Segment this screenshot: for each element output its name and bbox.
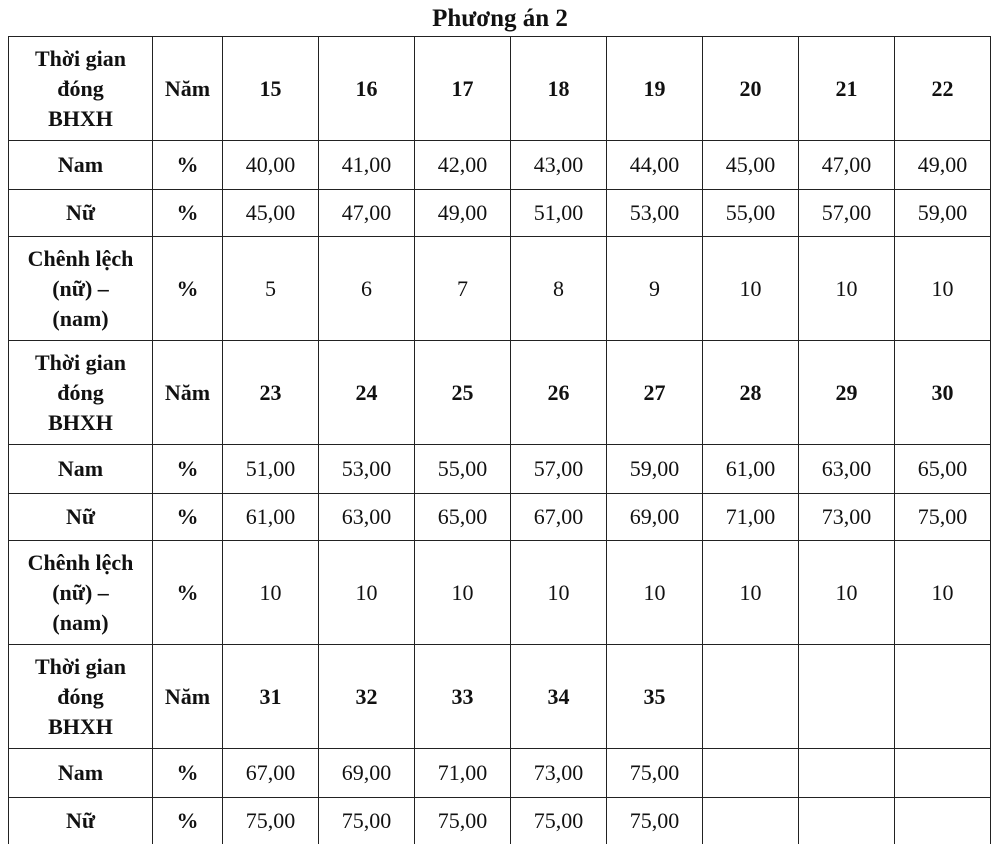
year-cell: 17 bbox=[415, 37, 511, 141]
difference-cell: 10 bbox=[703, 541, 799, 645]
difference-cell: 5 bbox=[223, 237, 319, 341]
year-header-row bbox=[9, 341, 991, 445]
year-cell: 34 bbox=[511, 645, 607, 749]
difference-label-line: (nữ) – bbox=[52, 579, 109, 605]
year-cell: 24 bbox=[319, 341, 415, 445]
male-rate-cell bbox=[895, 749, 991, 798]
payment-period-label bbox=[9, 645, 153, 749]
male-rate-cell: 71,00 bbox=[415, 749, 511, 798]
difference-label-line: Chênh lệch bbox=[27, 549, 134, 575]
difference-cell: 10 bbox=[607, 541, 703, 645]
percent-unit: % bbox=[153, 445, 223, 494]
year-cell: 26 bbox=[511, 341, 607, 445]
difference-label-line: (nam) bbox=[52, 609, 109, 635]
year-cell bbox=[895, 645, 991, 749]
male-rate-cell: 44,00 bbox=[607, 141, 703, 190]
male-rate-cell: 63,00 bbox=[799, 445, 895, 494]
percent-unit: % bbox=[153, 749, 223, 798]
percent-unit: % bbox=[153, 494, 223, 541]
year-cell: 21 bbox=[799, 37, 895, 141]
male-label: Nam bbox=[9, 749, 153, 798]
male-rate-cell: 67,00 bbox=[223, 749, 319, 798]
year-cell: 31 bbox=[223, 645, 319, 749]
payment-period-label-line: Thời gian bbox=[34, 653, 127, 679]
year-header-row bbox=[9, 37, 991, 141]
male-rate-cell: 40,00 bbox=[223, 141, 319, 190]
year-cell: 33 bbox=[415, 645, 511, 749]
year-cell: 20 bbox=[703, 37, 799, 141]
year-cell: 25 bbox=[415, 341, 511, 445]
difference-cell: 8 bbox=[511, 237, 607, 341]
year-cell: 30 bbox=[895, 341, 991, 445]
year-unit-label: Năm bbox=[153, 37, 223, 141]
difference-label bbox=[9, 541, 153, 645]
female-rate-cell: 75,00 bbox=[415, 798, 511, 844]
male-label: Nam bbox=[9, 445, 153, 494]
female-rate-cell: 51,00 bbox=[511, 190, 607, 237]
percent-unit: % bbox=[153, 798, 223, 844]
difference-cell: 10 bbox=[895, 541, 991, 645]
male-rate-cell: 41,00 bbox=[319, 141, 415, 190]
year-cell bbox=[703, 645, 799, 749]
male-row bbox=[9, 749, 991, 798]
difference-label-line: (nam) bbox=[52, 305, 109, 331]
year-cell: 35 bbox=[607, 645, 703, 749]
female-rate-cell: 75,00 bbox=[223, 798, 319, 844]
female-rate-cell: 63,00 bbox=[319, 494, 415, 541]
payment-period-label-line: BHXH bbox=[48, 713, 113, 739]
payment-period-label bbox=[9, 37, 153, 141]
female-rate-cell bbox=[895, 798, 991, 844]
male-rate-cell bbox=[799, 749, 895, 798]
female-rate-cell bbox=[799, 798, 895, 844]
difference-cell: 10 bbox=[223, 541, 319, 645]
male-rate-cell: 49,00 bbox=[895, 141, 991, 190]
difference-cell: 10 bbox=[799, 237, 895, 341]
female-rate-cell: 75,00 bbox=[319, 798, 415, 844]
year-cell: 32 bbox=[319, 645, 415, 749]
payment-period-label-line: đóng bbox=[57, 683, 104, 709]
female-rate-cell: 53,00 bbox=[607, 190, 703, 237]
year-cell: 28 bbox=[703, 341, 799, 445]
payment-period-label-line: đóng bbox=[57, 75, 104, 101]
female-label: Nữ bbox=[9, 494, 153, 541]
year-header-row bbox=[9, 645, 991, 749]
payment-period-label-line: Thời gian bbox=[34, 45, 127, 71]
male-rate-cell: 51,00 bbox=[223, 445, 319, 494]
payment-period-label-line: BHXH bbox=[48, 409, 113, 435]
difference-cell: 10 bbox=[703, 237, 799, 341]
female-rate-cell: 49,00 bbox=[415, 190, 511, 237]
contribution-rate-table bbox=[8, 36, 991, 844]
female-rate-cell: 47,00 bbox=[319, 190, 415, 237]
year-unit-label: Năm bbox=[153, 645, 223, 749]
male-rate-cell: 61,00 bbox=[703, 445, 799, 494]
difference-cell: 10 bbox=[415, 541, 511, 645]
female-rate-cell: 75,00 bbox=[607, 798, 703, 844]
payment-period-label-line: Thời gian bbox=[34, 349, 127, 375]
year-unit-label: Năm bbox=[153, 341, 223, 445]
payment-period-label bbox=[9, 341, 153, 445]
difference-cell: 9 bbox=[607, 237, 703, 341]
female-rate-cell: 71,00 bbox=[703, 494, 799, 541]
female-rate-cell: 73,00 bbox=[799, 494, 895, 541]
year-cell: 23 bbox=[223, 341, 319, 445]
male-rate-cell: 53,00 bbox=[319, 445, 415, 494]
male-rate-cell: 65,00 bbox=[895, 445, 991, 494]
percent-unit: % bbox=[153, 190, 223, 237]
male-label: Nam bbox=[9, 141, 153, 190]
difference-label-line: (nữ) – bbox=[52, 275, 109, 301]
male-rate-cell: 69,00 bbox=[319, 749, 415, 798]
year-cell: 18 bbox=[511, 37, 607, 141]
difference-cell: 10 bbox=[895, 237, 991, 341]
year-cell: 15 bbox=[223, 37, 319, 141]
payment-period-label-line: BHXH bbox=[48, 105, 113, 131]
difference-cell: 7 bbox=[415, 237, 511, 341]
female-row bbox=[9, 494, 991, 541]
male-rate-cell: 57,00 bbox=[511, 445, 607, 494]
male-row bbox=[9, 445, 991, 494]
payment-period-label-line: đóng bbox=[57, 379, 104, 405]
difference-row bbox=[9, 541, 991, 645]
male-rate-cell: 59,00 bbox=[607, 445, 703, 494]
year-cell: 16 bbox=[319, 37, 415, 141]
difference-row bbox=[9, 237, 991, 341]
male-rate-cell: 43,00 bbox=[511, 141, 607, 190]
female-rate-cell: 57,00 bbox=[799, 190, 895, 237]
female-rate-cell: 55,00 bbox=[703, 190, 799, 237]
male-rate-cell: 42,00 bbox=[415, 141, 511, 190]
female-rate-cell bbox=[703, 798, 799, 844]
female-label: Nữ bbox=[9, 190, 153, 237]
male-rate-cell: 47,00 bbox=[799, 141, 895, 190]
year-cell bbox=[799, 645, 895, 749]
year-cell: 22 bbox=[895, 37, 991, 141]
percent-unit: % bbox=[153, 237, 223, 341]
difference-cell: 10 bbox=[511, 541, 607, 645]
year-cell: 27 bbox=[607, 341, 703, 445]
percent-unit: % bbox=[153, 541, 223, 645]
difference-label bbox=[9, 237, 153, 341]
difference-cell: 6 bbox=[319, 237, 415, 341]
female-rate-cell: 65,00 bbox=[415, 494, 511, 541]
male-rate-cell bbox=[703, 749, 799, 798]
male-rate-cell: 45,00 bbox=[703, 141, 799, 190]
table-title: Phương án 2 bbox=[432, 5, 568, 32]
difference-cell: 10 bbox=[799, 541, 895, 645]
female-rate-cell: 75,00 bbox=[511, 798, 607, 844]
female-rate-cell: 45,00 bbox=[223, 190, 319, 237]
male-rate-cell: 55,00 bbox=[415, 445, 511, 494]
year-cell: 19 bbox=[607, 37, 703, 141]
female-label: Nữ bbox=[9, 798, 153, 844]
difference-label-line: Chênh lệch bbox=[27, 245, 134, 271]
female-row bbox=[9, 798, 991, 844]
female-rate-cell: 69,00 bbox=[607, 494, 703, 541]
male-rate-cell: 75,00 bbox=[607, 749, 703, 798]
female-rate-cell: 59,00 bbox=[895, 190, 991, 237]
difference-cell: 10 bbox=[319, 541, 415, 645]
year-cell: 29 bbox=[799, 341, 895, 445]
female-rate-cell: 61,00 bbox=[223, 494, 319, 541]
percent-unit: % bbox=[153, 141, 223, 190]
female-rate-cell: 67,00 bbox=[511, 494, 607, 541]
female-row bbox=[9, 190, 991, 237]
female-rate-cell: 75,00 bbox=[895, 494, 991, 541]
male-row bbox=[9, 141, 991, 190]
male-rate-cell: 73,00 bbox=[511, 749, 607, 798]
